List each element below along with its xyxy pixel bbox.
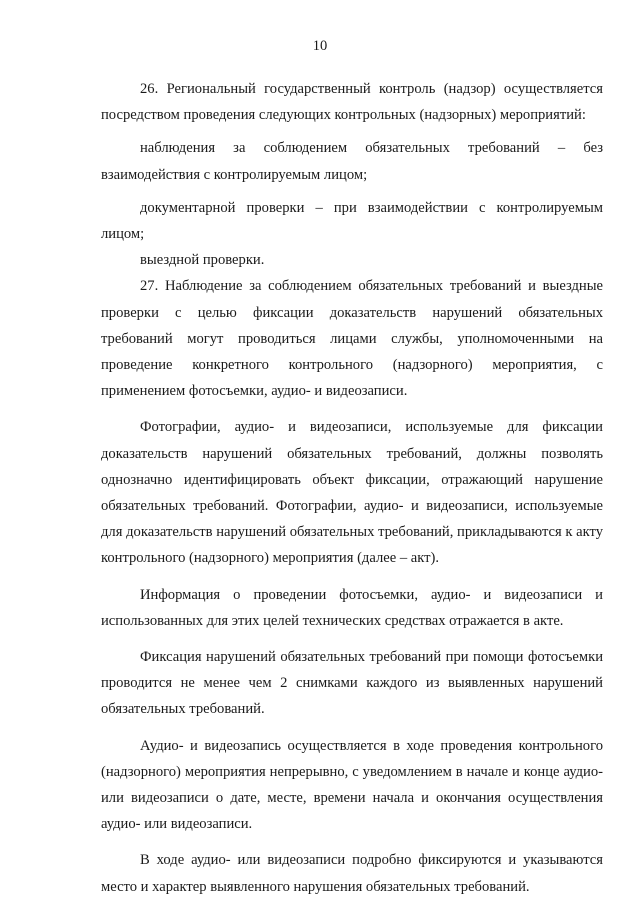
paragraph-27: 27. Наблюдение за соблюдением обязательных требований и выездные проверки с целью фиксации доказательств нарушений обязательных требований могут проводиться лицами службы, уполномоченными на проведение конкретного контрольного (надзорного) мероприятия, с применением фотосъемки, аудио- и видеозаписи. <box>101 278 603 400</box>
paragraph-photos-audio-video: Фотографии, аудио- и видеозаписи, используемые для фиксации доказательств нарушений обязательных требований, должны позволять однозначно идентифицировать объект фиксации, отражающий нарушение обязательных требований. Фотографии, аудио- и видеозаписи, используемые для доказательств нарушений обязательных требований, прикладываются к акту контрольного (надзорного) мероприятия (далее – акт). <box>101 419 603 567</box>
document-body <box>101 76 603 900</box>
paragraph-26: 26. Региональный государственный контроль (надзор) осуществляется посредством проведения следующих контрольных (надзорных) мероприятий: <box>101 81 603 124</box>
paragraph-information-in-act: Информация о проведении фотосъемки, аудио- и видеозаписи и использованных для этих целей технических средствах отражается в акте. <box>101 586 603 629</box>
paragraph-onsite-check: выездной проверки. <box>140 252 265 269</box>
paragraph-photo-fixation: Фиксация нарушений обязательных требований при помощи фотосъемки проводится не менее чем 2 снимками каждого из выявленных нарушений обязательных требований. <box>101 649 603 718</box>
page-number: 10 <box>312 38 328 54</box>
paragraph-observation: наблюдения за соблюдением обязательных требований – без взаимодействия с контролируемым лицом; <box>101 140 603 183</box>
paragraph-recording-details: В ходе аудио- или видеозаписи подробно фиксируются и указываются место и характер выявленного нарушения обязательных требований. <box>101 852 603 895</box>
paragraph-audio-video-recording: Аудио- и видеозапись осуществляется в ходе проведения контрольного (надзорного) мероприятия непрерывно, с уведомлением в начале и конце аудио- или видеозаписи о дате, месте, времени начала и окончания осуществления аудио- или видеозаписи. <box>101 737 603 833</box>
paragraph-documentary-check: документарной проверки – при взаимодействии с контролируемым лицом; <box>101 199 603 243</box>
